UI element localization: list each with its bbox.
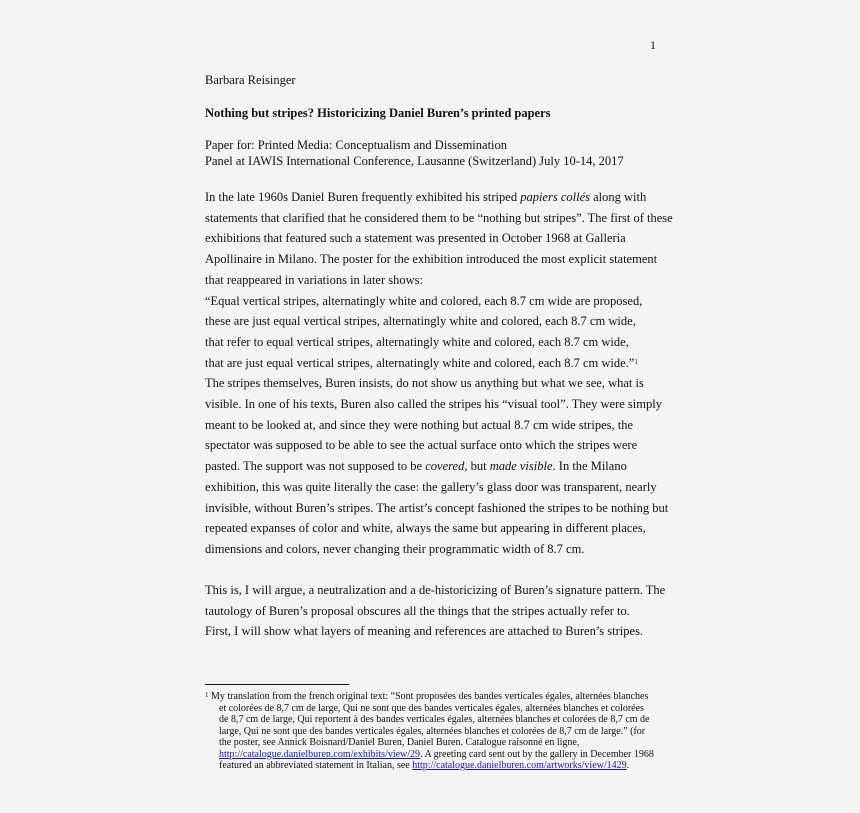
footnote-number: 1 bbox=[205, 691, 209, 699]
text-line: that reappeared in variations in later shows: bbox=[205, 272, 423, 287]
text-line: dimensions and colors, never changing their programmatic width of 8.7 cm. bbox=[205, 541, 585, 556]
text-line: First, I will show what layers of meaning and references are attached to Buren’s stripes. bbox=[205, 624, 644, 639]
footnote-line: the poster, see Annick Boisnard/Daniel Buren, Daniel Buren. Catalogue raisonné en ligne, bbox=[219, 737, 580, 748]
text-line: statements that clarified that he considered them to be “nothing but stripes”. The first of these bbox=[205, 210, 673, 225]
text-line: spectator was supposed to be able to see the actual surface onto which the stripes were bbox=[205, 438, 638, 453]
footnote-line: http://catalogue.danielburen.com/exhibits/view/29. A greeting card sent out by the gallery in December 1968 bbox=[219, 748, 654, 760]
footnote-line: large, Qui ne sont que des bandes verticales égales, alternées blanches et colorées de 8,7 cm de large.” (for bbox=[219, 725, 646, 737]
footnote-line: et colorées de 8,7 cm de large, Qui ne sont que des bandes verticales égales, alternées blanches et colorées bbox=[219, 702, 644, 714]
paper-title: Nothing but stripes? Historicizing Daniel Buren’s printed papers bbox=[205, 106, 551, 120]
body-paragraph-1 bbox=[205, 187, 673, 560]
quote-line: these are just equal vertical stripes, alternatingly white and colored, each 8.7 cm wide, bbox=[205, 314, 636, 329]
text-line: repeated expanses of color and white, always the same but appearing in different places, bbox=[205, 521, 646, 536]
paper-context bbox=[205, 137, 624, 169]
paper-for-line: Paper for: Printed Media: Conceptualism and Dissemination bbox=[205, 138, 508, 152]
quote-line: that are just equal vertical stripes, alternatingly white and colored, each 8.7 cm wide.”$^1$ bbox=[205, 355, 638, 370]
footnote bbox=[205, 691, 665, 772]
text-line: tautology of Buren’s proposal obscures all the things that the stripes actually refer to. bbox=[205, 603, 630, 618]
text-line: meant to be looked at, and since they were nothing but actual 8.7 cm wide stripes, the bbox=[205, 417, 634, 432]
footnote-divider bbox=[205, 684, 349, 685]
text-line: invisible, without Buren’s stripes. The artist’s concept fashioned the stripes to be nothing but bbox=[205, 500, 669, 515]
text-line: exhibitions that featured such a statement was presented in October 1968 at Galleria bbox=[205, 231, 626, 246]
text-line: Apollinaire in Milano. The poster for the exhibition introduced the most explicit statement bbox=[205, 252, 658, 267]
footnote-line: $^1$ My translation from the french original text: “Sont proposées des bandes verticales égales, alternées blanches bbox=[205, 691, 649, 702]
text-line: The stripes themselves, Buren insists, do not show us anything but what we see, what is bbox=[205, 376, 644, 391]
footnote-marker[interactable]: 1 bbox=[634, 357, 638, 366]
panel-line: Panel at IAWIS International Conference, Lausanne (Switzerland) July 10-14, 2017 bbox=[205, 154, 624, 168]
text-line: pasted. The support was not supposed to be covered, but made visible. In the Milano bbox=[205, 459, 627, 474]
exhibit-link[interactable]: http://catalogue.danielburen.com/exhibits/view/29 bbox=[219, 748, 421, 760]
footnote-line: de 8,7 cm de large, Qui reportent à des bandes verticales égales, alternées blanches et colorées de 8,7 cm de bbox=[219, 714, 650, 725]
text-line: exhibition, this was quite literally the case: the gallery’s glass door was transparent, nearly bbox=[205, 479, 657, 494]
author-name: Barbara Reisinger bbox=[205, 73, 296, 87]
footnote-line: featured an abbreviated statement in Italian, see http://catalogue.danielburen.com/artworks/view/1429. bbox=[219, 760, 630, 771]
text-line: This is, I will argue, a neutralization and a de-historicizing of Buren’s signature pattern. The bbox=[205, 583, 666, 597]
text-line: In the late 1960s Daniel Buren frequently exhibited his striped papiers collés along with bbox=[205, 190, 647, 204]
body-paragraph-2 bbox=[205, 580, 665, 642]
quote-line: “Equal vertical stripes, alternatingly white and colored, each 8.7 cm wide are proposed, bbox=[205, 293, 643, 308]
text-line: visible. In one of his texts, Buren also called the stripes his “visual tool”. They were simply bbox=[205, 397, 662, 412]
quote-line: that refer to equal vertical stripes, alternatingly white and colored, each 8.7 cm wide, bbox=[205, 334, 629, 349]
page-number: 1 bbox=[650, 38, 656, 52]
artwork-link[interactable]: http://catalogue.danielburen.com/artworks/view/1429 bbox=[412, 760, 627, 771]
